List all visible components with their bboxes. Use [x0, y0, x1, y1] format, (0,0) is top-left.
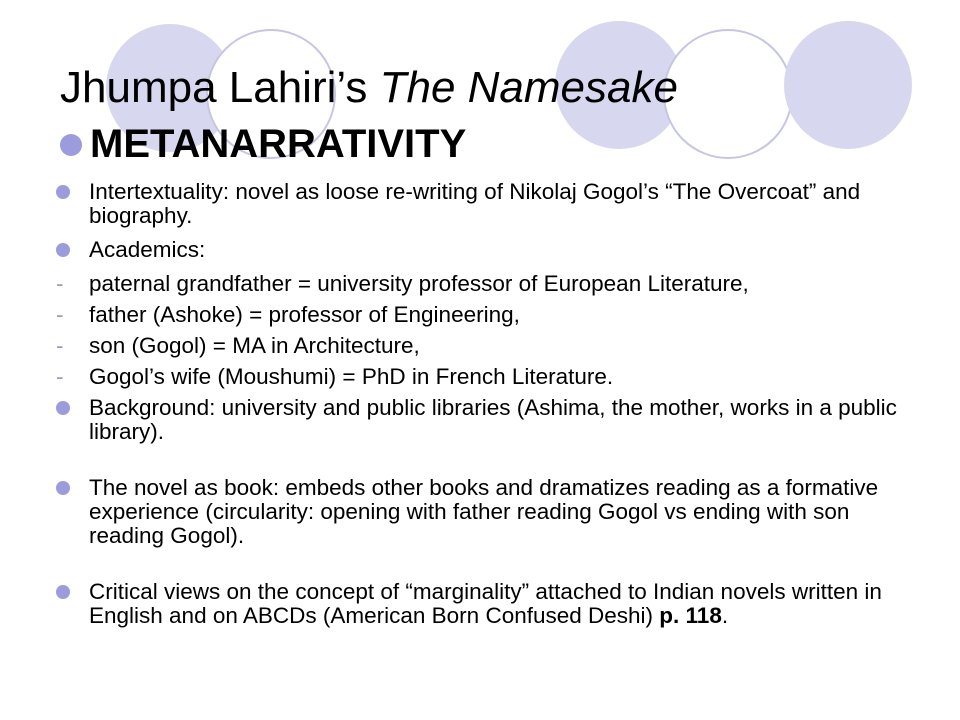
dash-icon: - [56, 271, 64, 296]
list-item [52, 238, 912, 262]
title-book: The Namesake [379, 63, 678, 112]
item-text: Background: university and public libraries (Ashima, the mother, works in a public library). [89, 395, 897, 444]
dash-item [52, 334, 912, 358]
item-text: father (Ashoke) = professor of Engineering, [89, 302, 520, 327]
dash-icon: - [56, 302, 64, 327]
list-item [52, 580, 912, 628]
list-item [52, 476, 912, 548]
bullet-list [52, 180, 912, 638]
deco-circle-4 [664, 30, 792, 158]
page-reference: p. 118 [659, 603, 722, 628]
title-author: Jhumpa Lahiri’s [60, 63, 380, 112]
item-text: paternal grandfather = university professor of European Literature, [89, 271, 749, 296]
bullet-icon [56, 185, 70, 199]
bullet-icon [56, 585, 70, 599]
dash-icon: - [56, 364, 64, 389]
dash-item [52, 272, 912, 296]
item-text: Gogol’s wife (Moushumi) = PhD in French Literature. [89, 364, 614, 389]
dash-item [52, 303, 912, 327]
item-text: Academics: [89, 237, 206, 262]
item-text: The novel as book: embeds other books and dramatizes reading as a formative experience (circularity: opening with father reading Gogol vs ending with son reading Gogol). [89, 475, 879, 548]
heading-bullet-icon [60, 134, 82, 156]
bullet-icon [56, 481, 70, 495]
bullet-icon [56, 401, 70, 415]
dash-icon: - [56, 333, 64, 358]
item-text: Critical views on the concept of “marginality” attached to Indian novels written in English and on ABCDs (American Born Confused Deshi) [89, 579, 882, 628]
section-heading [60, 122, 466, 167]
item-tail: . [721, 603, 729, 628]
slide-title [60, 64, 678, 112]
item-text: Intertextuality: novel as loose re-writing of Nikolaj Gogol’s “The Overcoat” and biography. [89, 179, 861, 228]
item-text: son (Gogol) = MA in Architecture, [89, 333, 420, 358]
list-item [52, 396, 912, 444]
dash-item [52, 365, 912, 389]
heading-text: METANARRATIVITY [90, 122, 467, 166]
list-item [52, 180, 912, 228]
deco-circle-5 [784, 21, 912, 149]
bullet-icon [56, 243, 70, 257]
